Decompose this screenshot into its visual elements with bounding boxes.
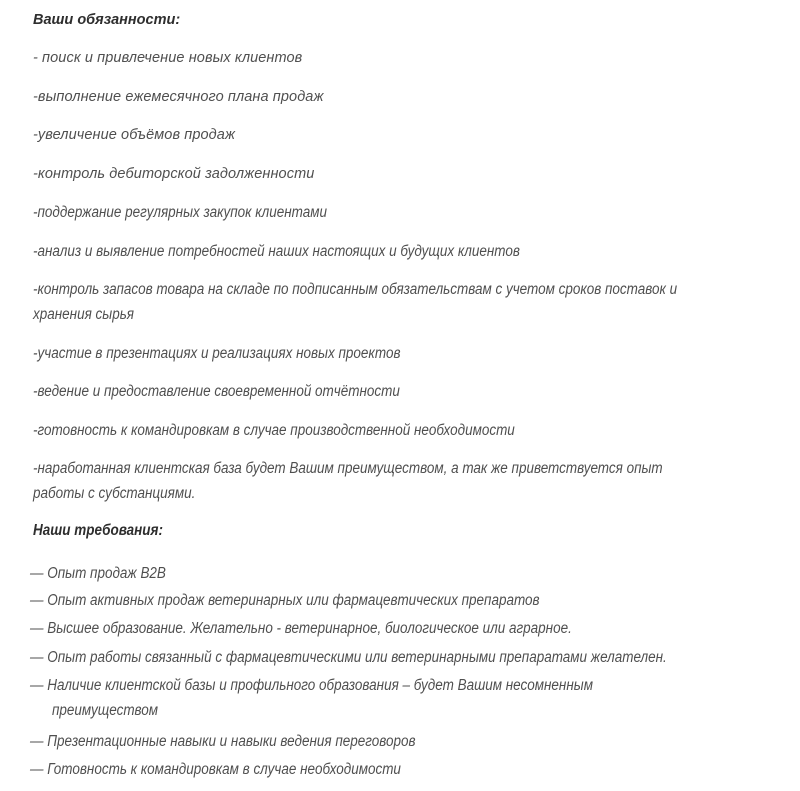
requirement-item: — Высшее образование. Желательно - ветеринарное, биологическое или аграрное.	[30, 620, 572, 637]
duty-item: - поиск и привлечение новых клиентов	[33, 50, 303, 66]
requirement-item: — Опыт продаж B2B	[30, 565, 166, 582]
duty-item: -готовность к командировкам в случае производственной необходимости	[33, 422, 515, 439]
requirement-item-continuation: преимуществом	[52, 702, 159, 719]
requirement-item: — Опыт работы связанный с фармацевтическими или ветеринарными препаратами желателен.	[30, 649, 667, 666]
duties-heading: Ваши обязанности:	[33, 12, 181, 28]
duty-item: -контроль запасов товара на складе по подписанным обязательствам с учетом сроков поставок и	[33, 281, 678, 298]
duty-item: -ведение и предоставление своевременной отчётности	[33, 383, 400, 400]
requirement-item: — Опыт активных продаж ветеринарных или фармацевтических препаратов	[30, 592, 540, 609]
duty-item: -поддержание регулярных закупок клиентами	[33, 204, 327, 221]
duty-item-continuation: работы с субстанциями.	[33, 485, 196, 502]
requirement-item: — Готовность к командировкам в случае необходимости	[30, 761, 401, 778]
duty-item: -наработанная клиентская база будет Вашим преимуществом, а так же приветствуется опыт	[33, 460, 663, 477]
duty-item: -выполнение ежемесячного плана продаж	[33, 89, 324, 105]
duty-item-continuation: хранения сырья	[33, 306, 135, 323]
duty-item: -увеличение объёмов продаж	[33, 127, 236, 143]
duty-item: -анализ и выявление потребностей наших настоящих и будущих клиентов	[33, 243, 520, 260]
duty-item: -контроль дебиторской задолженности	[33, 166, 315, 182]
requirement-item: — Наличие клиентской базы и профильного образования – будет Вашим несомненным	[30, 677, 593, 694]
duty-item: -участие в презентациях и реализациях новых проектов	[33, 345, 401, 362]
requirements-heading: Наши требования:	[33, 522, 163, 539]
requirement-item: — Презентационные навыки и навыки ведения переговоров	[30, 733, 416, 750]
